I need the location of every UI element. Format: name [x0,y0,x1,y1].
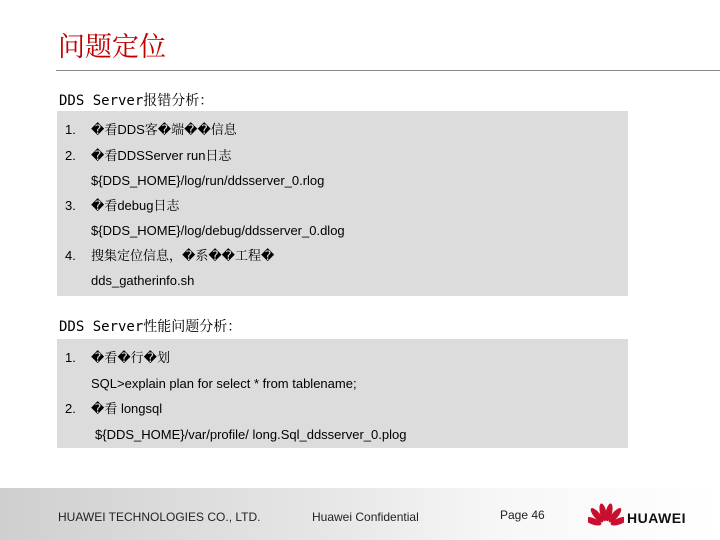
log-path: ${DDS_HOME}/log/debug/ddsserver_0.dlog [91,223,345,238]
item-number: 4. [65,248,76,263]
item-number: 1. [65,350,76,365]
log-path: ${DDS_HOME}/var/profile/ long.Sql_ddsserver_0.plog [95,427,407,442]
item-number: 2. [65,401,76,416]
footer-company: HUAWEI TECHNOLOGIES CO., LTD. [58,510,261,524]
footer [0,488,720,540]
slide-title: 问题定位 [58,32,166,63]
brand-name: HUAWEI [627,510,686,526]
script-name: dds_gatherinfo.sh [91,273,195,288]
section1-box [57,111,628,296]
item-number: 1. [65,122,76,137]
item-text: �看DDS客�端��信息 [91,122,237,137]
item-text: �看DDSServer run日志 [91,148,232,163]
footer-confidential: Huawei Confidential [312,510,419,524]
item-text: �看debug日志 [91,198,180,213]
item-text: �看�行�划 [91,350,170,365]
item-text: 搜集定位信息，�系��工程� [91,248,275,263]
log-path: ${DDS_HOME}/log/run/ddsserver_0.rlog [91,173,325,188]
sql-command: SQL>explain plan for select * from tablename; [91,376,357,391]
section2-heading: DDS Server性能问题分析： [59,319,242,335]
huawei-logo-icon [588,502,624,530]
title-divider [56,70,720,71]
section1-heading: DDS Server报错分析： [59,93,214,109]
section2-box [57,339,628,448]
page-number: Page 46 [500,508,545,522]
item-number: 2. [65,148,76,163]
item-number: 3. [65,198,76,213]
item-text: �看 longsql [91,401,163,416]
